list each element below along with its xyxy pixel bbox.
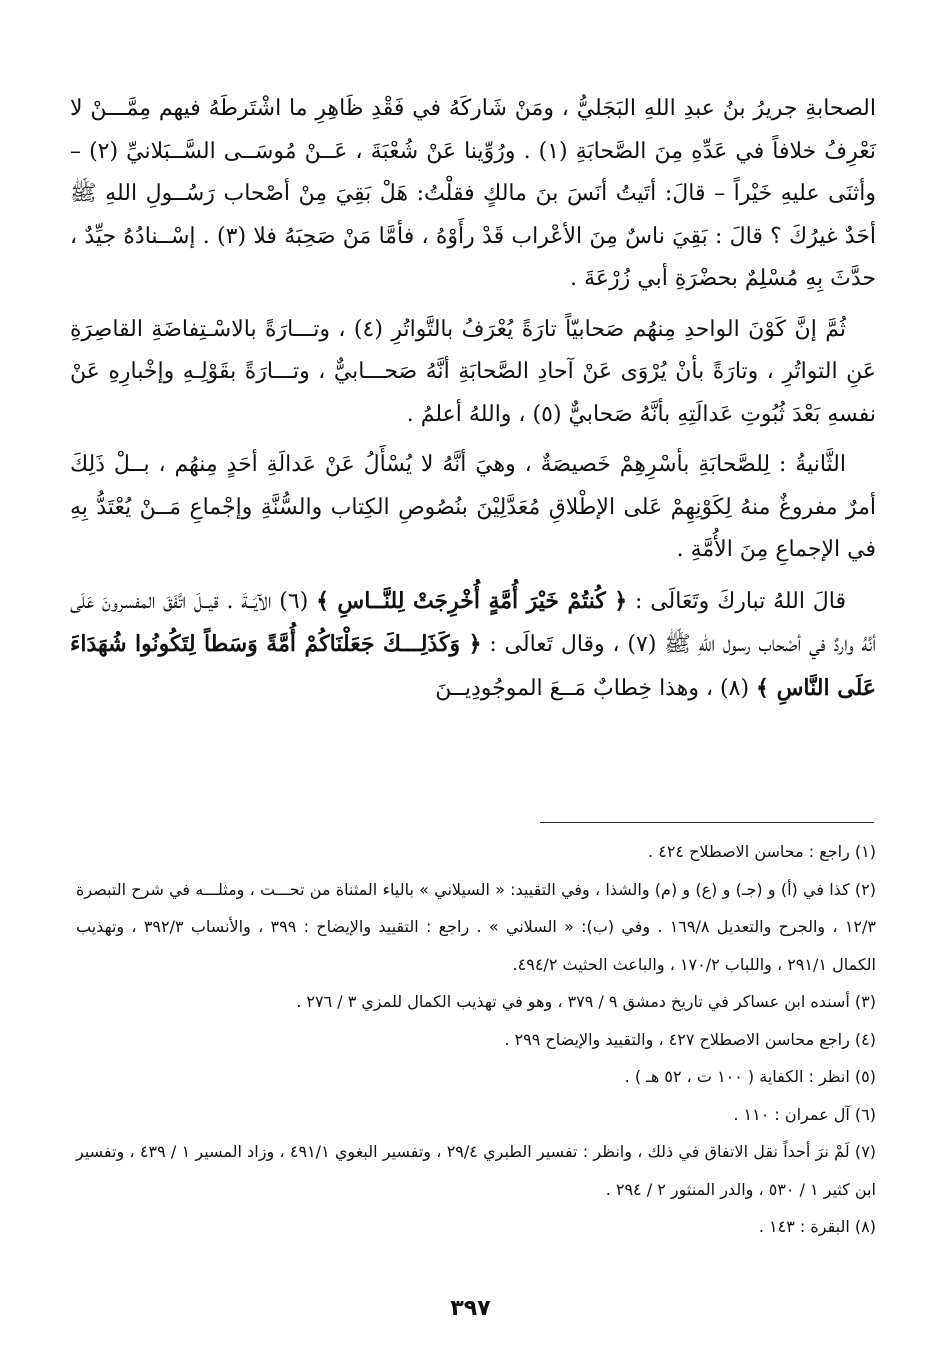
footnote-1: (١) راجع : محاسن الاصطلاح ٤٢٤ . xyxy=(648,842,876,861)
paragraph-2: ثُمَّ إنَّ كَوْنَ الواحدِ مِنهُم صَحابيّاً تارَةً يُعْرَفُ بالتَّواتُرِ (٤) ، وتـــارَةً بالاسْـتِفاضَةِ القاصِرَةِ عَنِ التواتُرِ ، وتارَةً بأنْ يُرْوَى عَنْ آحادِ الصَّحابَةِ أنَّهُ صَحـــابيٌّ ، وتـــارَةً بقَوْلِـهِ وإخْبارِهِ عَنْ نفسهِ بَعْدَ ثُبُوتِ عَدالَتِهِ بأنَّهُ صَحابيٌّ (٥) ، واللهُ أعلمُ . xyxy=(70,316,876,427)
footnotes xyxy=(76,833,876,1246)
paragraph-4-text-2: (٦) الآيَــةَ . قيــلَ اتَّفَقَ المفسرونَ عَلَى أنَّهُ واردٌ في أصْحاب رسول اللهِ ﷺ (٧) ، وقال تَعالَى : xyxy=(70,588,877,657)
paragraph-1: الصحابةِ جريرُ بنُ عبدِ اللهِ البَجَليُّ ، ومَنْ شَاركَهُ في فَقْدِ ظَاهِرِ ما اشْتَرطَهُ فيهم مِمَّـــنْ لا نَعْرِفُ خلافاً في عَدِّهِ مِنَ الصَّحابَةِ (١) . ورُوِّينا عَنْ شُعْبَةَ ، عَــنْ مُوسَــى السَّــبَلانيِّ (٢) – وأثنَى عليهِ خَيْراً – قالَ: أتَيتُ أنَسَ بنَ مالكٍ فقلْتُ: هَلْ بَقِيَ مِنْ أصْحاب رَسُــولِ اللهِ ﷺ أحَدٌ غيرُكَ ؟ قالَ : بَقِيَ ناسٌ مِنَ الأعْراب قَدْ رأَوْهُ ، فأمَّا مَنْ صَحِبَهُ فلا (٣) . إسْــنادُهُ جيِّدٌ ، حدَّثَ بِهِ مُسْلِمٌ بحضْرَةِ أبي زُرْعَةَ . xyxy=(70,96,876,291)
paragraph-3: الثَّانيةُ : لِلصَّحابَةِ بأسْرِهِمْ خَصيصَةٌ ، وهيَ أنَّهُ لا يُسْأَلُ عَنْ عَدالَةِ أحَدٍ مِنهُم ، بــلْ ذَلِكَ أمرٌ مفروغٌ منهُ لِكَوْنِهِمْ عَلى الإطْلاقِ مُعَدَّلِيْنَ بنُصُوصِ الكِتاب والسُّنَّةِ وإجْماعِ مَــنْ يُعْتَدُّ بِهِ في الإجماعِ مِنَ الأُمَّةِ . xyxy=(70,452,877,562)
footnote-8: (٨) البقرة : ١٤٣ . xyxy=(758,1217,876,1236)
footnote-2: (٢) كذا في (أ) و (جـ) و (ع) و (م) والشذا ، وفي التقييد: « السيلاني » بالياء المثناة من تحـــت ، ومثلـــه في شرح التبصرة ١٢/٣ ، والجرح والتعديل ١٦٩/٨ . وفي (ب): « السلاني » . راجع : التقييد والإيضاح : ٣٩٩ ، والأنساب ٣٩٢/٣ ، وتهذيب الكمال ٢٩١/١ ، واللباب ١٧٠/٢ ، والباعث الحثيث ٤٩٤/٢. xyxy=(76,879,876,974)
main-text xyxy=(70,88,876,710)
footnote-5: (٥) انظر : الكفاية ( ١٠٠ ت ، ٥٢ هـ ) . xyxy=(624,1067,876,1086)
paragraph-4-text-1: قالَ اللهُ تباركَ وتَعَالَى : xyxy=(627,588,846,614)
page-number: ٣٩٧ xyxy=(450,1296,491,1321)
paragraph-4 xyxy=(70,580,876,711)
quran-verse-2: ﴿ وَكَذَلِـــكَ جَعَلْنَاكُمْ أُمَّةً وَسَطاً لِتَكُونُوا شُهَدَاءَ عَلَى النَّاسِ ﴾ xyxy=(70,631,876,701)
footnote-4: (٤) راجع محاسن الاصطلاح ٤٢٧ ، والتقييد والإيضاح ٢٩٩ . xyxy=(504,1029,876,1049)
paragraph-4-text-3: (٨) ، وهذا خِطابٌ مَــعَ الموجُودِيــنَ xyxy=(435,675,757,701)
quran-verse-1: ﴿ كُنتُمْ خَيْرَ أُمَّةٍ أُخْرِجَتْ لِلنَّــاسِ ﴾ xyxy=(316,587,628,614)
footnote-divider xyxy=(540,822,874,823)
footnote-7: (٧) لَمْ نرَ أحداً نقل الاتفاق في ذلك ، وانظر : تفسير الطبري ٢٩/٤ ، وتفسير البغوي ٤٩١/١ ، وزاد المسير ١ / ٤٣٩ ، وتفسير ابن كثير ١ / ٥٣٠ ، والدر المنثور ٢ / ٢٩٤ . xyxy=(76,1142,877,1199)
footnote-6: (٦) آل عمران : ١١٠ . xyxy=(733,1104,876,1124)
footnote-3: (٣) أسنده ابن عساكر في تاريخ دمشق ٩ / ٣٧٩ ، وهو في تهذيب الكمال للمزي ٣ / ٢٧٦ . xyxy=(296,992,876,1011)
